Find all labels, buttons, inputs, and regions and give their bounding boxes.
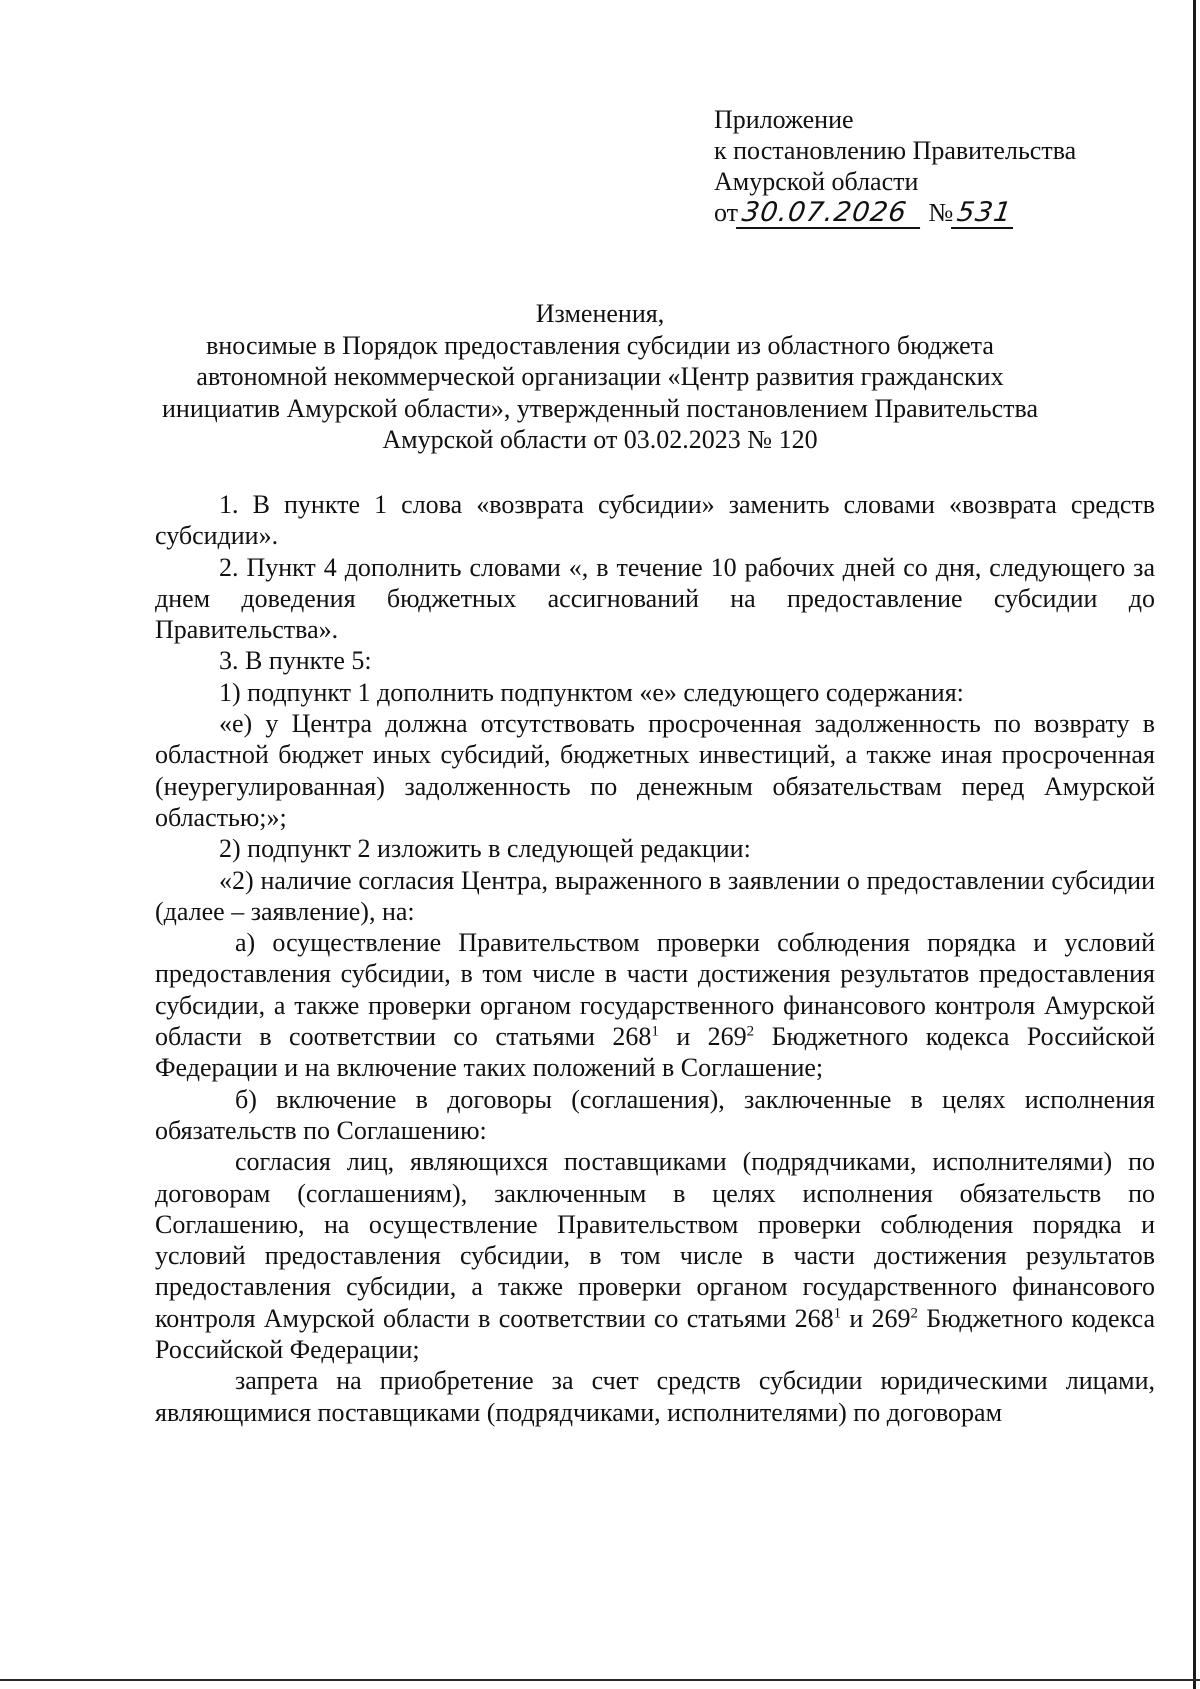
document-title (150, 298, 1050, 456)
title-line-2: вносимые в Порядок предоставления субсидии из областного бюджета (206, 330, 994, 360)
paragraph-8-text-a: а) осуществление Правительством проверки соблюдения порядка и условий предоставления субсидии, в том числе в части достижения результатов предоставления субсидии, а также проверки органом государственного финансового контроля Амурской области в соответствии со статьями 268 (155, 928, 1155, 1052)
annex-region: Амурской области (714, 167, 919, 196)
scan-edge-bottom (0, 1679, 1200, 1681)
paragraph-9: б) включение в договоры (соглашения), заключенные в целях исполнения обязательств по Соглашению: (155, 1084, 1155, 1145)
paragraph-10-sup-1: 1 (833, 1305, 842, 1322)
paragraph-11: запрета на приобретение за счет средств субсидии юридическими лицами, являющимися поставщиками (подрядчиками, исполнителями) по договорам (155, 1366, 1155, 1427)
paragraph-10-text-b: и 269 (841, 1303, 911, 1333)
title-line-3: автономной некоммерческой организации «Центр развития гражданских (196, 362, 1004, 391)
paragraph-8-text-c: Бюджетного кодекса Российской Федерации и на включение таких положений в Соглашение; (155, 1022, 1155, 1083)
annex-block (714, 104, 1076, 229)
paragraph-10 (155, 1146, 1155, 1365)
paragraph-4: 1) подпункт 1 дополнить подпунктом «е» следующего содержания: (219, 677, 964, 707)
scan-edge-right (1193, 0, 1196, 1689)
paragraph-8-text-b: и 269 (658, 1022, 747, 1052)
date-prefix: от (714, 198, 739, 227)
paragraph-7: «2) наличие согласия Центра, выраженного в заявлении о предоставлении субсидии (далее – заявление), на: (155, 865, 1155, 926)
document-body (155, 489, 1155, 1428)
paragraph-1: 1. В пункте 1 слова «возврата субсидии» заменить словами «возврата средств субсидии». (155, 490, 1155, 551)
handwritten-date: 30.07.2026 (736, 199, 924, 229)
paragraph-8-sup-1: 1 (651, 1023, 659, 1040)
annex-label: Приложение (714, 105, 854, 134)
title-line-1: Изменения, (535, 299, 665, 328)
paragraph-6: 2) подпункт 2 изложить в следующей редакции: (219, 834, 751, 864)
number-sign: № (928, 198, 954, 227)
paragraph-8-sup-2: 2 (746, 1023, 755, 1040)
paragraph-8 (155, 927, 1155, 1083)
paragraph-3: 3. В пункте 5: (219, 646, 372, 676)
paragraph-10-sup-2: 2 (910, 1305, 919, 1322)
paragraph-10-text-c: Бюджетного кодекса Российской Федерации; (155, 1303, 1155, 1365)
paragraph-2: 2. Пункт 4 дополнить словами «, в течение 10 рабочих дней со дня, следующего за днем доведения бюджетных ассигнований на предоставление субсидии до Правительства». (155, 552, 1155, 645)
annex-reference: к постановлению Правительства (714, 136, 1077, 165)
handwritten-number: 531 (951, 199, 1017, 229)
annex-date-number-row (714, 197, 1076, 229)
paragraph-5: «е) у Центра должна отсутствовать просроченная задолженность по возврату в областной бюджет иных субсидий, бюджетных инвестиций, а также иная просроченная (неурегулированная) задолженность по денежным обязательствам перед Амурской областью;»; (155, 709, 1155, 832)
title-line-5: Амурской области от 03.02.2023 № 120 (382, 425, 818, 454)
paragraph-10-text-a: согласия лиц, являющихся поставщиками (подрядчиками, исполнителями) по договорам (соглашениям), заключенным в целях исполнения обязательств по Соглашению, на осуществление Правительством проверки соблюдения порядка и условий предоставления субсидии, в том числе в части достижения результатов предоставления субсидии, а также проверки органом государственного финансового контроля Амурской области в соответствии со статьями 268 (155, 1147, 1155, 1333)
title-line-4: инициатив Амурской области», утвержденный постановлением Правительства (162, 393, 1038, 423)
